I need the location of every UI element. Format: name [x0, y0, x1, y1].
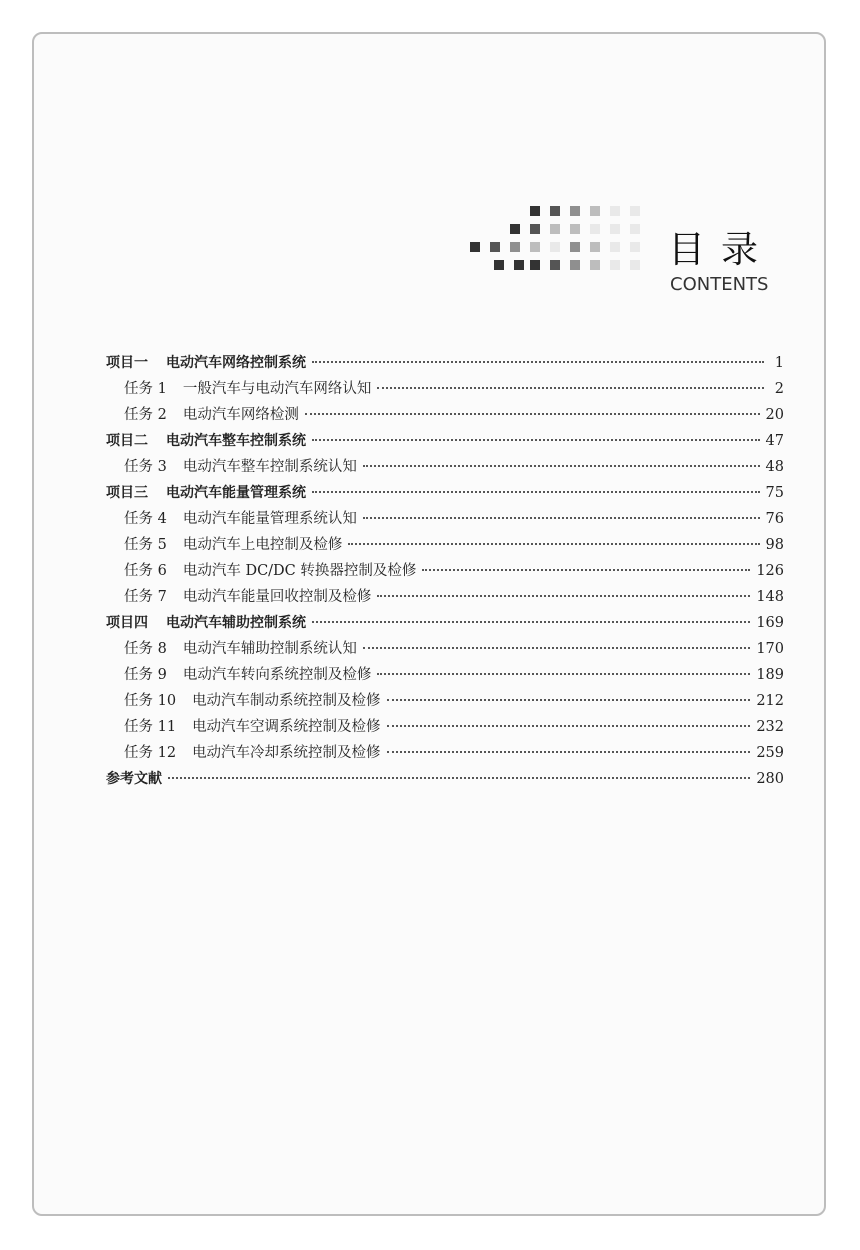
decorative-square: [510, 242, 520, 252]
dot-leader: [377, 595, 750, 597]
toc-entry-page-number: 126: [756, 563, 784, 579]
toc-entry-number: 任务 5: [124, 537, 167, 553]
toc-entry-number: 任务 11: [124, 719, 177, 735]
toc-entry-page-number: 47: [765, 433, 784, 449]
toc-entry-title: 电动汽车整车控制系统: [166, 433, 306, 449]
toc-entry-page-number: 189: [756, 667, 784, 683]
toc-entry-number: 项目一: [106, 355, 148, 371]
dot-leader: [377, 673, 750, 675]
toc-entry-title: 电动汽车转向系统控制及检修: [182, 667, 372, 683]
toc-entry-title: 电动汽车能量回收控制及检修: [182, 589, 372, 605]
toc-entry: [106, 402, 784, 428]
decorative-square: [630, 260, 640, 270]
toc-entry-page-number: 148: [756, 589, 784, 605]
toc-entry-title: 电动汽车能量管理系统认知: [182, 511, 357, 527]
dot-leader: [363, 465, 760, 467]
decorative-square: [570, 260, 580, 270]
decorative-square: [590, 206, 600, 216]
toc-entry: [106, 662, 784, 688]
dot-leader: [312, 361, 764, 363]
toc-entry: [106, 480, 784, 506]
decorative-square: [530, 206, 540, 216]
dot-leader: [377, 387, 764, 389]
toc-entry-page-number: 98: [765, 537, 784, 553]
decorative-square: [550, 224, 560, 234]
document-page: [32, 32, 826, 1216]
toc-entry-page-number: 20: [765, 407, 784, 423]
decorative-square: [550, 242, 560, 252]
toc-entry-number: 项目四: [106, 615, 148, 631]
decorative-square: [570, 206, 580, 216]
toc-entry: [106, 454, 784, 480]
dot-leader: [363, 517, 760, 519]
toc-entry-number: 项目三: [106, 485, 148, 501]
decorative-square: [550, 206, 560, 216]
decorative-square: [530, 260, 540, 270]
toc-entry: [106, 610, 784, 636]
toc-entry-page-number: 1: [774, 355, 784, 371]
toc-entry: [106, 584, 784, 610]
toc-entry-page-number: 169: [756, 615, 784, 631]
toc-entry-number: 任务 12: [124, 745, 177, 761]
toc-entry-title: 电动汽车 DC/DC 转换器控制及检修: [182, 563, 417, 579]
decorative-square: [470, 242, 480, 252]
dot-leader: [387, 725, 751, 727]
decorative-square: [630, 206, 640, 216]
decorative-square: [550, 260, 560, 270]
toc-entry: [106, 558, 784, 584]
dot-leader: [363, 647, 750, 649]
dot-leader: [387, 751, 751, 753]
toc-entry: [106, 428, 784, 454]
decorative-square: [610, 206, 620, 216]
toc-entry: [106, 376, 784, 402]
toc-entry-page-number: 48: [765, 459, 784, 475]
toc-entry: [106, 688, 784, 714]
decorative-square: [610, 224, 620, 234]
dot-leader: [387, 699, 751, 701]
decorative-square: [490, 242, 500, 252]
decorative-square: [590, 242, 600, 252]
toc-entry-title: 电动汽车整车控制系统认知: [182, 459, 357, 475]
toc-entry-number: 任务 6: [124, 563, 167, 579]
toc-entry-title: 电动汽车网络检测: [182, 407, 299, 423]
toc-entry-number: 任务 2: [124, 407, 167, 423]
page-subtitle: CONTENTS: [670, 274, 769, 295]
toc-entry-title: 电动汽车能量管理系统: [166, 485, 306, 501]
decorative-square: [610, 242, 620, 252]
decorative-square: [570, 242, 580, 252]
toc-entry-title: 电动汽车辅助控制系统认知: [182, 641, 357, 657]
decorative-square: [494, 260, 504, 270]
toc-entry-number: 任务 4: [124, 511, 167, 527]
toc-entry-page-number: 259: [756, 745, 784, 761]
toc-entry-number: 任务 7: [124, 589, 167, 605]
toc-entry-page-number: 2: [774, 381, 784, 397]
toc-entry-number: 任务 10: [124, 693, 177, 709]
decorative-square: [510, 224, 520, 234]
toc-entry-page-number: 280: [756, 771, 784, 787]
toc-entry: [106, 506, 784, 532]
dot-leader: [168, 777, 750, 779]
dot-leader: [312, 491, 760, 493]
decorative-square: [514, 260, 524, 270]
toc-entry: [106, 636, 784, 662]
toc-entry: [106, 740, 784, 766]
toc-entry-title: 参考文献: [106, 771, 162, 787]
table-of-contents: [106, 350, 784, 792]
toc-entry-page-number: 76: [765, 511, 784, 527]
dot-leader: [312, 621, 750, 623]
toc-entry-number: 任务 1: [124, 381, 167, 397]
decorative-square: [530, 224, 540, 234]
decorative-square: [630, 224, 640, 234]
toc-entry-title: 一般汽车与电动汽车网络认知: [182, 381, 372, 397]
decorative-square: [630, 242, 640, 252]
toc-entry-number: 任务 8: [124, 641, 167, 657]
toc-entry-number: 任务 3: [124, 459, 167, 475]
toc-entry: [106, 766, 784, 792]
toc-entry: [106, 714, 784, 740]
toc-entry-page-number: 75: [765, 485, 784, 501]
dot-leader: [348, 543, 759, 545]
toc-entry-title: 电动汽车网络控制系统: [166, 355, 306, 371]
toc-entry-title: 电动汽车上电控制及检修: [182, 537, 343, 553]
page-title: 目录: [668, 228, 774, 271]
toc-entry: [106, 532, 784, 558]
dot-leader: [305, 413, 760, 415]
decorative-square: [590, 224, 600, 234]
toc-entry-title: 电动汽车空调系统控制及检修: [192, 719, 381, 735]
decorative-square: [590, 260, 600, 270]
toc-entry: [106, 350, 784, 376]
toc-entry-title: 电动汽车制动系统控制及检修: [192, 693, 381, 709]
dot-leader: [312, 439, 760, 441]
decorative-square: [570, 224, 580, 234]
toc-entry-page-number: 212: [756, 693, 784, 709]
toc-entry-page-number: 232: [756, 719, 784, 735]
decorative-square: [530, 242, 540, 252]
toc-entry-title: 电动汽车冷却系统控制及检修: [192, 745, 381, 761]
toc-entry-number: 项目二: [106, 433, 148, 449]
toc-entry-number: 任务 9: [124, 667, 167, 683]
toc-entry-title: 电动汽车辅助控制系统: [166, 615, 306, 631]
toc-entry-page-number: 170: [756, 641, 784, 657]
decorative-square: [610, 260, 620, 270]
dot-leader: [422, 569, 750, 571]
